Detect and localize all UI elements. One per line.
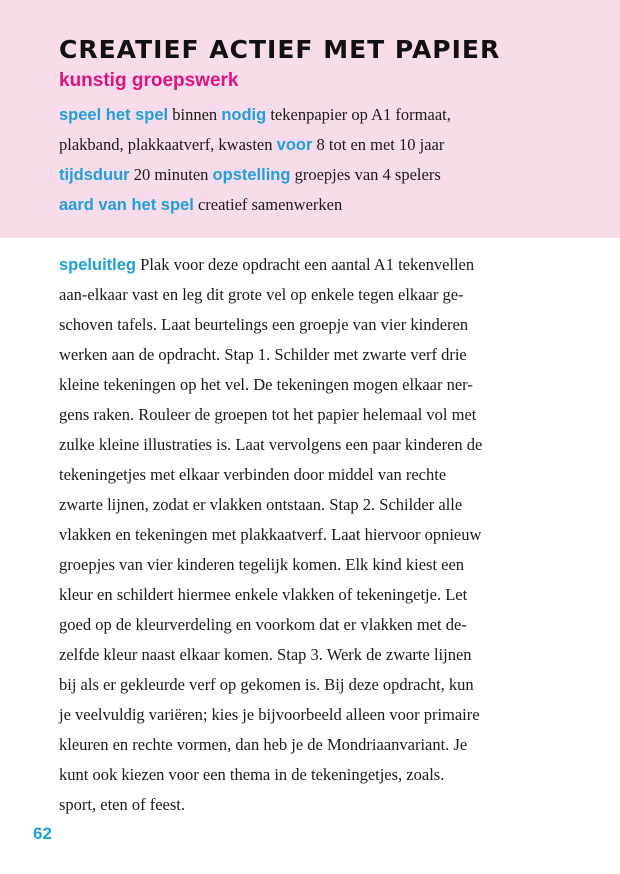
nodig-value: tekenpapier op A1 formaat,: [266, 105, 451, 124]
body-line: tekeningetjes met elkaar verbinden door middel van rechte: [59, 465, 447, 484]
page-number: 62: [33, 824, 52, 843]
game-info: [59, 100, 579, 220]
body-line: aan-elkaar vast en leg dit grote vel op enkele tegen elkaar ge-: [59, 285, 464, 304]
body-line: schoven tafels. Laat beurtelings een groepje van vier kinderen: [59, 315, 469, 334]
page-subtitle: kunstig groepswerk: [59, 70, 239, 91]
aard-value: creatief samenwerken: [193, 195, 343, 214]
voor-value: 8 tot en met 10 jaar: [312, 135, 445, 154]
page-title: CREATIEF ACTIEF MET PAPIER: [59, 35, 501, 64]
body-line: goed op de kleurverdeling en voorkom dat er vlakken met de-: [59, 615, 467, 634]
opstelling-value: groepjes van 4 spelers: [290, 165, 441, 184]
body-line: zelfde kleur naast elkaar komen. Stap 3. Werk de zwarte lijnen: [59, 645, 472, 664]
body-line: je veelvuldig variëren; kies je bijvoorbeeld alleen voor primaire: [59, 705, 480, 724]
speel-label: speel het spel: [59, 106, 169, 124]
body-line: kleine tekeningen op het vel. De tekeningen mogen elkaar ner-: [59, 375, 473, 394]
nodig-value-cont: plakband, plakkaatverf, kwasten: [59, 135, 277, 154]
tijdsduur-label: tijdsduur: [59, 166, 130, 184]
body-line: groepjes van vier kinderen tegelijk komen. Elk kind kiest een: [59, 555, 465, 574]
voor-label: voor: [276, 136, 313, 154]
body-line: werken aan de opdracht. Stap 1. Schilder met zwarte verf drie: [59, 345, 467, 364]
body-line: sport, eten of feest.: [59, 795, 185, 814]
opstelling-label: opstelling: [212, 166, 291, 184]
body-line: kleur en schildert hiermee enkele vlakken of tekeningetje. Let: [59, 585, 468, 604]
info-line-2: [59, 130, 579, 160]
header-banner: [0, 0, 620, 238]
body-text: [59, 250, 574, 820]
body-line: bij als er gekleurde verf op gekomen is. Bij deze opdracht, kun: [59, 675, 474, 694]
body-line: kunt ook kiezen voor een thema in de tekeningetjes, zoals.: [59, 765, 445, 784]
body-line: gens raken. Rouleer de groepen tot het papier helemaal vol met: [59, 405, 477, 424]
aard-label: aard van het spel: [59, 196, 194, 214]
body-line: zwarte lijnen, zodat er vlakken ontstaan. Stap 2. Schilder alle: [59, 495, 463, 514]
speluitleg-label: speluitleg: [59, 256, 137, 274]
body-line-first: [59, 250, 574, 280]
speel-value: binnen: [168, 105, 222, 124]
info-line-4: [59, 190, 579, 220]
body-line: zulke kleine illustraties is. Laat vervolgens een paar kinderen de: [59, 435, 483, 454]
body-first-line: Plak voor deze opdracht een aantal A1 tekenvellen: [136, 255, 475, 274]
info-line-1: [59, 100, 579, 130]
tijdsduur-value: 20 minuten: [129, 165, 213, 184]
body-line: kleuren en rechte vormen, dan heb je de Mondriaanvariant. Je: [59, 735, 468, 754]
body-line: vlakken en tekeningen met plakkaatverf. Laat hiervoor opnieuw: [59, 525, 482, 544]
info-line-3: [59, 160, 579, 190]
nodig-label: nodig: [221, 106, 267, 124]
